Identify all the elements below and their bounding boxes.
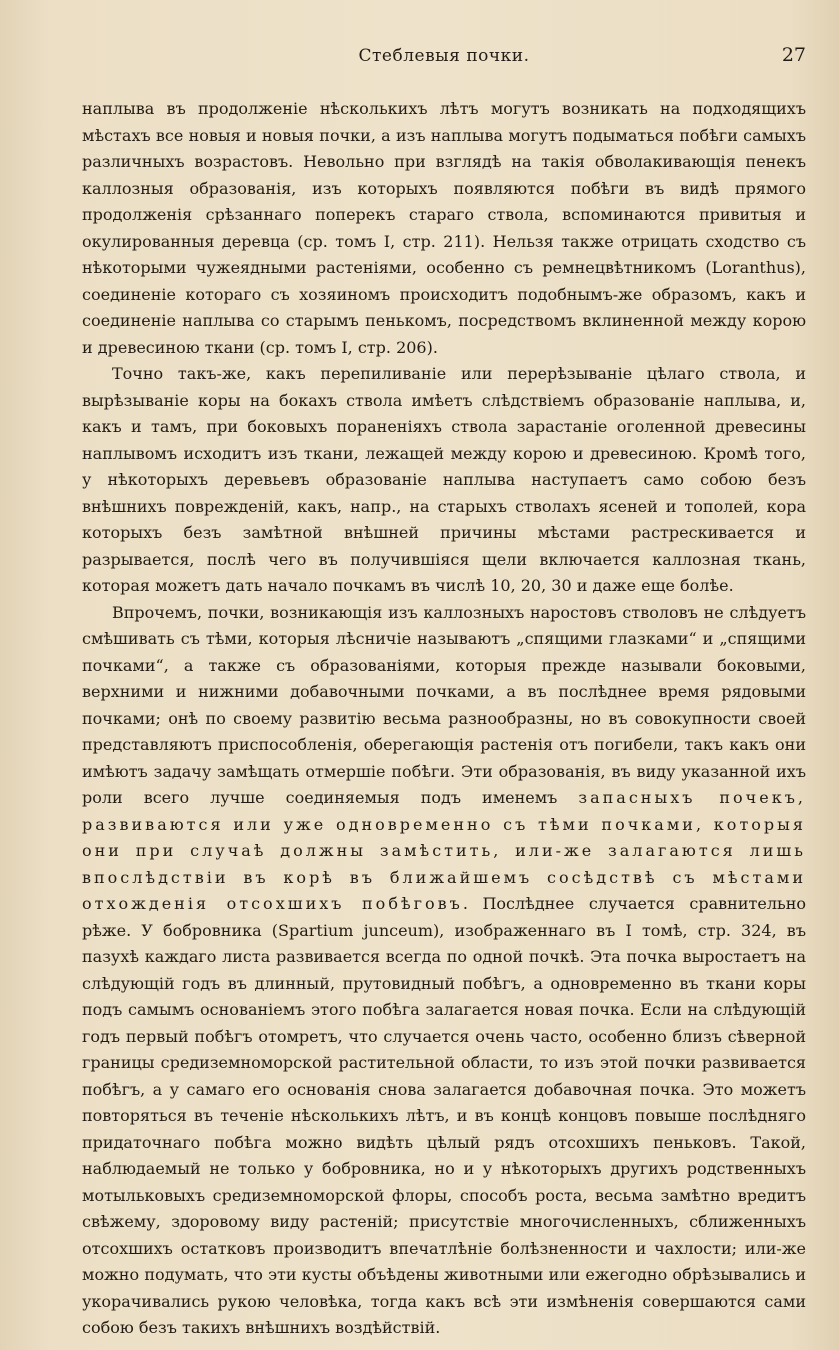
paragraph-2: Точно такъ-же, какъ перепиливаніе или перерѣзываніе цѣлаго ствола, и вырѣзываніе коры на бокахъ ствола имѣетъ слѣдствіемъ образованіе наплыва, и, какъ и тамъ, при боковыхъ пораненіяхъ ствола зарастаніе оголенной древесины наплывомъ исходитъ изъ ткани, лежащей между корою и древесиною. Кромѣ того, у нѣкоторыхъ деревьевъ образованіе наплыва наступаетъ само собою безъ внѣшнихъ поврежденій, какъ, напр., на старыхъ стволахъ ясеней и тополей, кора которыхъ безъ замѣтной внѣшней причины мѣстами растрескивается и разрывается, послѣ чего въ получившіяся щели включается каллозная ткань, которая можетъ дать начало почкамъ въ числѣ 10, 20, 30 и даже еще болѣе. [82,364,806,595]
body-text [82,96,806,1342]
paragraph-3-part-2: . Послѣднее случается сравнительно рѣже. У бобровника (Spartium junceum), изображеннаго въ I томѣ, стр. 324, въ пазухѣ каждаго листа развивается всегда по одной почкѣ. Эта почка выростаетъ на слѣдующій годъ въ длинный, прутовидный побѣгъ, а одновременно въ ткани коры подъ самымъ основаніемъ этого побѣга залагается новая почка. Если на слѣдующій годъ первый побѣгъ отомретъ, что случается очень часто, особенно близъ сѣверной границы средиземноморской растительной области, то изъ этой почки развивается побѣгъ, а у самаго его основанія снова залагается добавочная почка. Это можетъ повторяться въ теченіе нѣсколькихъ лѣтъ, и въ концѣ концовъ повыше послѣдняго придаточнаго побѣга можно видѣть цѣлый рядъ отсохшихъ пеньковъ. Такой, наблюдаемый не только у бобровника, но и у нѣкоторыхъ другихъ родственныхъ мотыльковыхъ средиземноморской флоры, способъ роста, весьма замѣтно вредитъ свѣжему, здоровому виду растеній; присутствіе многочисленныхъ, сближенныхъ отсохшихъ остатковъ производитъ впечатлѣніе болѣзненности и чахлости; или-же можно подумать, что эти кусты объѣдены животными или ежегодно обрѣзывались и укорачивались рукою человѣка, тогда какъ всѣ эти измѣненія совершаются сами собою безъ такихъ внѣшнихъ воздѣйствій. [82,894,806,1337]
paragraph-1: наплыва въ продолженіе нѣсколькихъ лѣтъ могутъ возникать на подходящихъ мѣстахъ все новыя и новыя почки, а изъ наплыва могутъ подыматься побѣги самыхъ различныхъ возрастовъ. Невольно при взглядѣ на такія обволакивающія пенекъ каллозныя образованія, изъ которыхъ появляются побѣги въ видѣ прямого продолженія срѣзаннаго поперекъ стараго ствола, вспоминаются привитыя и окулированныя деревца (ср. томъ I, стр. 211). Нельзя также отрицать сходство съ нѣкоторыми чужеядными растеніями, особенно съ ремнецвѣтникомъ (Loranthus), соединеніе котораго съ хозяиномъ происходитъ подобнымъ-же образомъ, какъ и соединеніе наплыва со старымъ пенькомъ, посредствомъ вклиненной между корою и древесиною ткани (ср. томъ I, стр. 206). [82,99,806,357]
paragraph-3 [82,600,806,1342]
paragraph-3-spaced-emphasis: запасныхъ почекъ, развиваются или уже одновременно съ тѣми почками, которыя они при случаѣ должны замѣстить, или-же залагаются лишь впослѣдствіи въ корѣ въ ближайшемъ сосѣдствѣ съ мѣстами отхожденія отсохшихъ побѣговъ [82,788,806,913]
running-head [82,46,806,76]
page-header-title: Стеблевыя почки. [358,46,530,66]
paragraph-3-part-1: Впрочемъ, почки, возникающія изъ каллозныхъ наростовъ стволовъ не слѣдуетъ смѣшивать съ тѣми, которыя лѣсничіе называютъ „спящими глазками“ и „спящими почками“, а также съ образованіями, которыя прежде называли боковыми, верхними и нижними добавочными почками, а въ послѣднее время рядовыми почками; онѣ по своему развитію весьма разнообразны, но въ совокупности своей представляютъ приспособленія, оберегающія растенія отъ погибели, такъ какъ они имѣютъ задачу замѣщать отмершіе побѣги. Эти образованія, въ виду указанной ихъ роли всего лучше соединяемыя подъ именемъ [82,602,806,807]
page-number: 27 [781,44,806,66]
